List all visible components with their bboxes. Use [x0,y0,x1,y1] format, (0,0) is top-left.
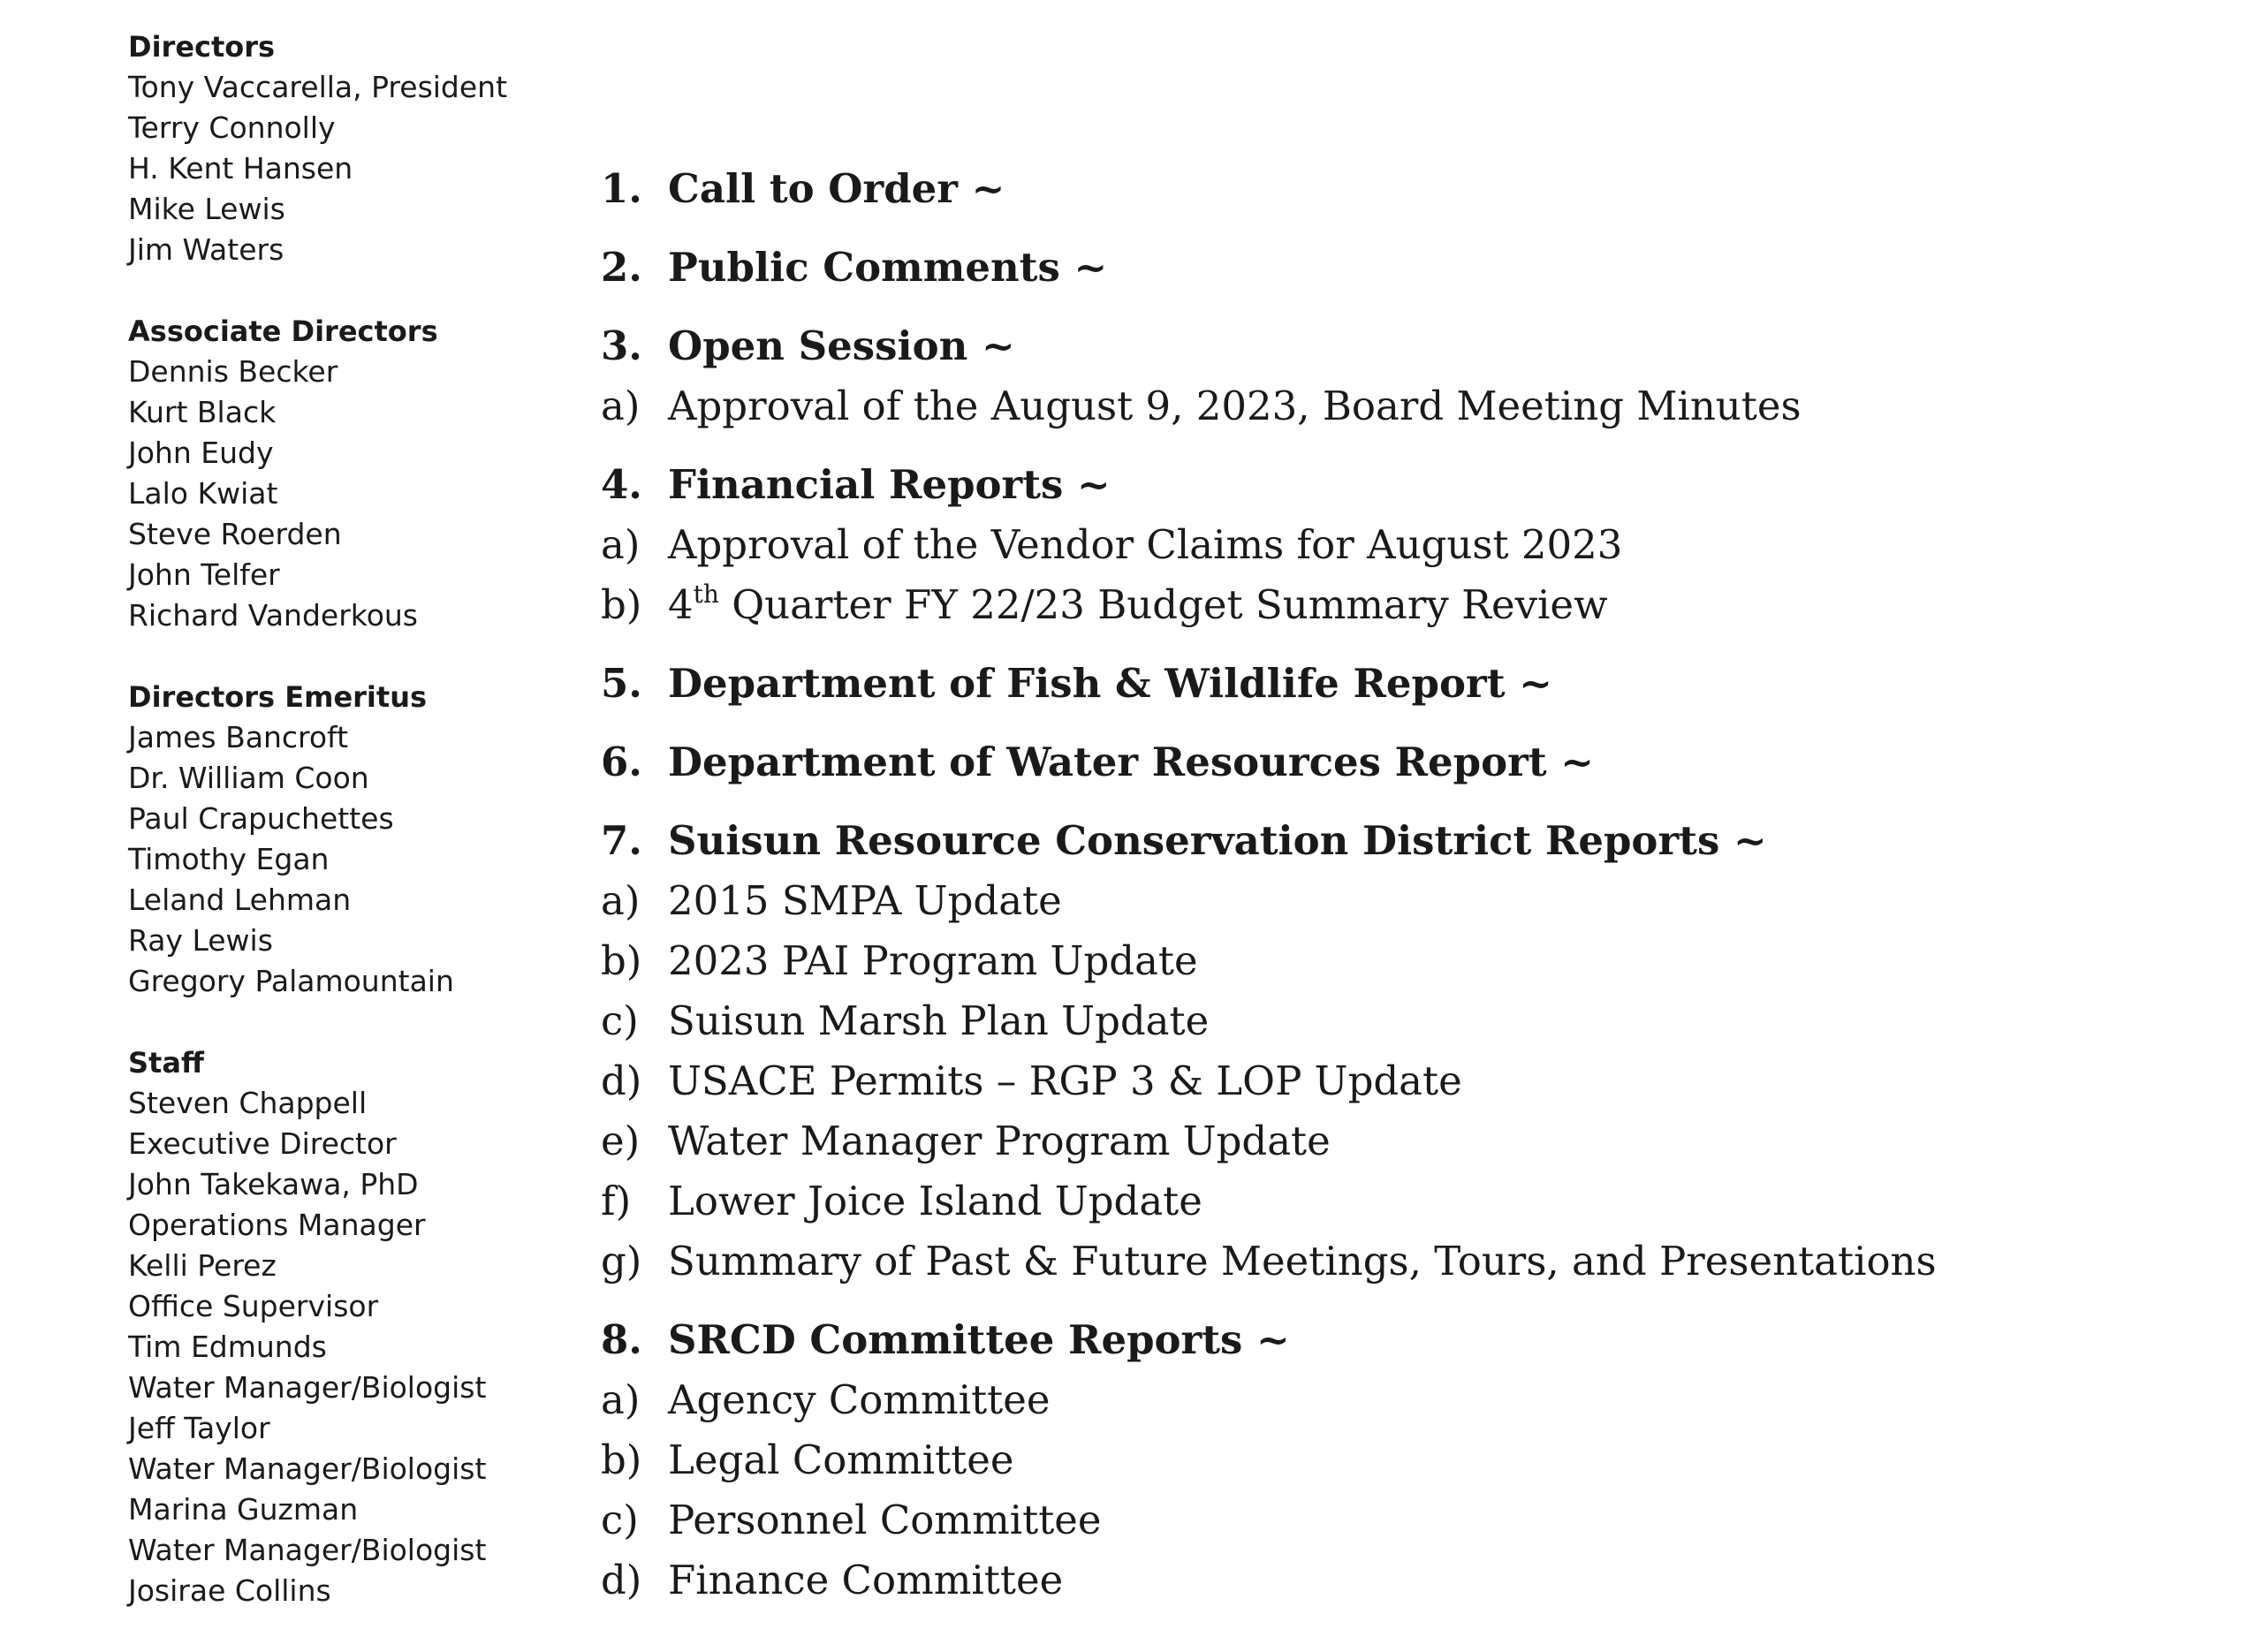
agenda-item [601,238,2209,298]
agenda-subitem [601,1111,2209,1171]
subitem-letter: d) [601,1057,642,1104]
subitem-letter: b) [601,937,642,984]
staff-name: John Takekawa, PhD [128,1167,419,1201]
subitem-text: Personnel Committee [668,1497,1102,1543]
staff-name: Marina Guzman [128,1492,359,1527]
staff-name: Steven Chappell [128,1086,368,1120]
staff-role: Office Supervisor [128,1289,379,1323]
agenda-item-number: 8. [601,1316,642,1363]
subitem-letter: a) [601,521,641,568]
agenda-item-number: 3. [601,322,642,369]
subitem-text: 2023 PAI Program Update [668,937,1198,984]
agenda-subitem [601,871,2209,931]
staff-role: Water Manager/Biologist [128,1370,487,1405]
agenda-item [601,316,2209,376]
agenda-subitem [601,1231,2209,1292]
group-title: Directors Emeritus [128,680,428,714]
agenda-item-number: 4. [601,461,642,508]
subitem-text: Finance Committee [668,1557,1064,1603]
agenda-item [601,455,2209,515]
group-title: Staff [128,1046,204,1080]
agenda-subitem [601,575,2209,635]
agenda-item-title: SRCD Committee Reports ~ [668,1316,1290,1363]
staff-name: Tim Edmunds [128,1330,327,1364]
staff-role: Water Manager/Biologist [128,1533,487,1567]
agenda-list [601,159,2209,1610]
agenda-item [601,1310,2209,1370]
group-title: Directors [128,30,276,64]
subitem-letter: a) [601,877,641,924]
agenda-subitem [601,515,2209,575]
subitem-letter: a) [601,383,641,429]
subitem-letter: e) [601,1118,641,1164]
roster-name: Ray Lewis [128,923,273,958]
roster-name: Richard Vanderkous [128,598,419,633]
roster-name: Mike Lewis [128,192,285,226]
subitem-letter: c) [601,1497,639,1543]
roster-name: H. Kent Hansen [128,151,353,186]
subitem-text: Approval of the Vendor Claims for August 2023 [668,521,1623,568]
agenda-item-title: Call to Order ~ [668,165,1005,212]
subitem-letter: a) [601,1376,641,1423]
roster-name: Dr. William Coon [128,761,369,795]
subitem-text: Suisun Marsh Plan Update [668,997,1210,1044]
roster-name: Paul Crapuchettes [128,801,394,836]
roster-name: Steve Roerden [128,517,342,551]
roster-name: Gregory Palamountain [128,964,454,998]
subitem-letter: b) [601,581,642,628]
subitem-text-rest: Quarter FY 22/23 Budget Summary Review [718,581,1608,628]
agenda-item-title: Department of Fish & Wildlife Report ~ [668,660,1552,707]
agenda-subitem [601,1430,2209,1490]
agenda-subitem [601,991,2209,1051]
subitem-letter: f) [601,1178,632,1224]
roster-name: Lalo Kwiat [128,476,278,511]
agenda-item-number: 2. [601,244,642,291]
staff-name: Kelli Perez [128,1248,277,1283]
roster-name: John Telfer [128,557,280,592]
agenda-item [601,159,2209,219]
agenda-item-number: 6. [601,739,642,785]
subitem-text: Lower Joice Island Update [668,1178,1202,1224]
agenda-subitem [601,1550,2209,1610]
agenda-subitem [601,1171,2209,1231]
agenda-item-number: 1. [601,165,642,212]
subitem-letter: g) [601,1238,642,1284]
agenda-item [601,811,2209,871]
group-title: Associate Directors [128,314,438,348]
subitem-letter: c) [601,997,639,1044]
roster-name: Terry Connolly [128,110,336,145]
staff-role: Operations Manager [128,1208,426,1242]
agenda-subitem [601,1051,2209,1111]
subitem-letter: b) [601,1436,642,1483]
roster-name: Tony Vaccarella, President [128,70,508,104]
agenda-subitem [601,1370,2209,1430]
subitem-text: USACE Permits – RGP 3 & LOP Update [668,1057,1462,1104]
board-roster-sidebar [128,27,588,1652]
associate-directors-group [128,311,588,636]
agenda-item-title: Public Comments ~ [668,244,1108,291]
roster-name: Timothy Egan [128,842,330,876]
agenda-subitem [601,376,2209,436]
directors-emeritus-group [128,677,588,1002]
agenda-item-title: Financial Reports ~ [668,461,1111,508]
staff-role: Water Manager/Biologist [128,1451,487,1486]
agenda-item [601,732,2209,792]
subitem-text: Water Manager Program Update [668,1118,1331,1164]
roster-name: James Bancroft [128,720,349,754]
staff-name: Josirae Collins [128,1573,331,1608]
roster-name: Jim Waters [128,232,284,267]
subitem-text: Agency Committee [668,1376,1051,1423]
agenda-item-title: Suisun Resource Conservation District Reports ~ [668,817,1767,864]
directors-group [128,27,588,270]
subitem-text: Legal Committee [668,1436,1014,1483]
staff-role: Executive Director [128,1126,397,1161]
subitem-text: Approval of the August 9, 2023, Board Meeting Minutes [668,383,1802,429]
roster-name: Kurt Black [128,395,277,429]
roster-name: John Eudy [128,436,274,470]
staff-group [128,1042,588,1611]
roster-name: Dennis Becker [128,354,338,389]
agenda-item-title: Open Session ~ [668,322,1015,369]
subitem-letter: d) [601,1557,642,1603]
agenda-item [601,654,2209,714]
ordinal-suffix: th [693,580,719,609]
agenda-subitem [601,931,2209,991]
subitem-text [668,575,1608,635]
agenda-item-number: 5. [601,660,642,707]
agenda-item-number: 7. [601,817,642,864]
subitem-text: 2015 SMPA Update [668,877,1062,924]
agenda-subitem [601,1490,2209,1550]
ordinal-number: 4 [668,581,694,628]
roster-name: Leland Lehman [128,883,352,917]
staff-name: Jeff Taylor [128,1411,270,1445]
agenda-item-title: Department of Water Resources Report ~ [668,739,1595,785]
subitem-text: Summary of Past & Future Meetings, Tours, and Presentations [668,1238,1937,1284]
